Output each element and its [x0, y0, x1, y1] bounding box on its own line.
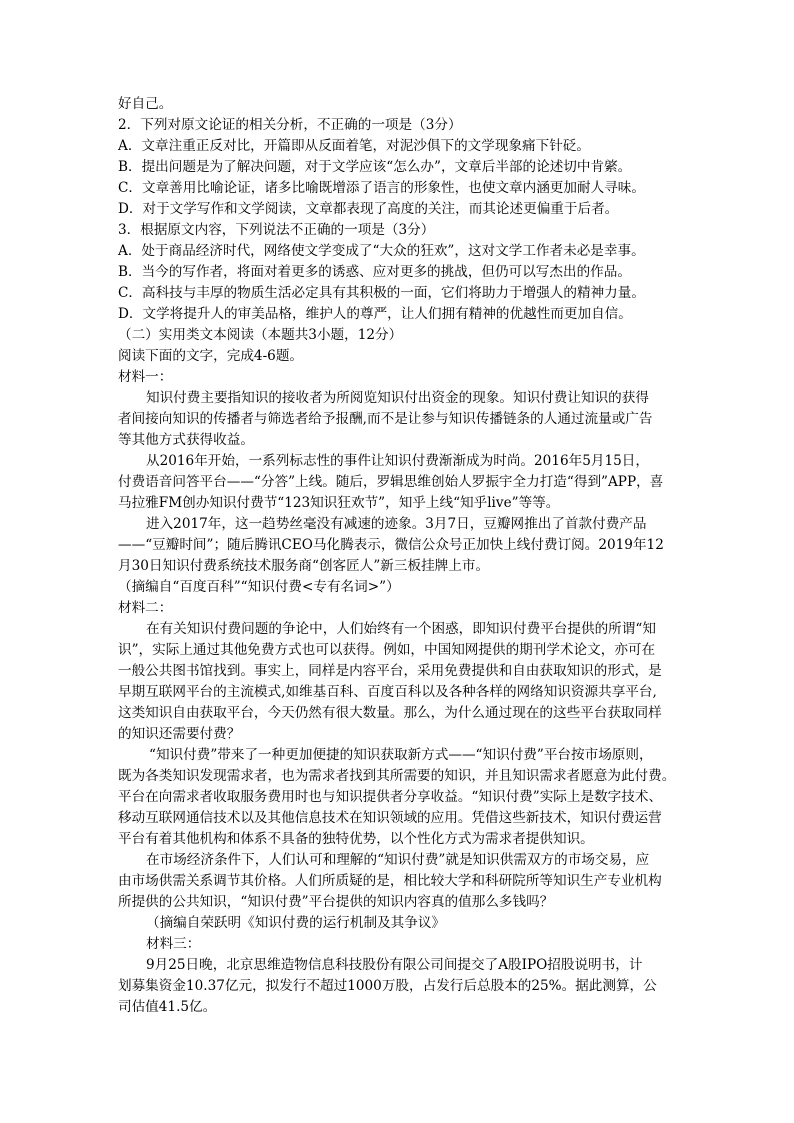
material-2-line: 在有关知识付费问题的争论中，人们始终有一个困惑，即知识付费平台提供的所谓“知 [146, 621, 656, 637]
material-2-line: 一般公共图书馆找到。事实上，同样是内容平台，采用免费提供和自由获取知识的形式，是 [118, 663, 662, 679]
question-3-option-c: C．高科技与丰厚的物质生活必定具有其积极的一面，它们将助力于增强人的精神力量。 [118, 285, 645, 301]
material-2-line: 识”，实际上通过其他免费方式也可以获得。例如，中国知网提供的期刊学术论文，亦可在 [118, 642, 656, 658]
material-1-line: 知识付费主要指知识的接收者为所阅览知识付出资金的现象。知识付费让知识的获得 [146, 390, 649, 406]
material-2-line: 移动互联网通信技术以及其他信息技术在知识领域的应用。凭借这些新技术，知识付费运营 [118, 810, 662, 826]
material-3-line: 司估值41.5亿。 [118, 999, 217, 1015]
material-3-line: 划募集资金10.37亿元，拟发行不超过1000万股，占发行后总股本的25%。据此测算，公 [118, 978, 657, 994]
material-1-line: 从2016年开始，一系列标志性的事件让知识付费渐渐成为时尚。2016年5月15日， [146, 453, 649, 469]
material-1-line: 付费语音问答平台——“分答”上线。随后，罗辑思维创始人罗振宇全力打造“得到”APP，喜 [118, 474, 664, 490]
question-3-option-d: D．文学将提升人的审美品格，维护人的尊严，让人们拥有精神的优越性而更加自信。 [118, 306, 632, 322]
question-3-option-b: B．当今的写作者，将面对着更多的诱惑、应对更多的挑战，但仍可以写杰出的作品。 [118, 264, 631, 280]
material-2-line: 平台在向需求者收取服务费用时也与知识提供者分享收益。“知识付费”实际上是数字技术、 [118, 789, 663, 805]
material-1-line: 月30日知识付费系统技术服务商“创客匠人”新三板挂牌上市。 [118, 558, 490, 574]
material-2-line: 平台有着其他机构和体系不具备的独特优势，以个性化方式为需求者提供知识。 [118, 831, 594, 847]
section-2-instruction: 阅读下面的文字，完成4-6题。 [118, 348, 304, 364]
question-2-option-a: A．文章注重正反对比，开篇即从反面着笔，对泥沙俱下的文学现象痛下针砭。 [118, 138, 591, 154]
material-2-line: 既为各类知识发现需求者，也为需求者找到其所需要的知识，并且知识需求者愿意为此付费。 [118, 768, 676, 784]
material-1-source: （摘编自“百度百科”“知识付费<专有名词>”） [118, 579, 400, 595]
question-2-option-d: D．对于文学写作和文学阅读，文章都表现了高度的关注，而其论述更偏重于后者。 [118, 201, 619, 217]
question-3-option-a: A．处于商品经济时代，网络使文学变成了“大众的狂欢”，这对文学工作者未必是幸事。 [118, 243, 645, 259]
material-1-line: ——“豆瓣时间”；随后腾讯CEO马化腾表示，微信公众号正加快上线付费订阅。2019年12 [118, 537, 664, 553]
top-fragment: 好自己。 [118, 96, 173, 112]
material-1-label: 材料一： [118, 369, 173, 385]
question-2-stem: 2．下列对原文论证的相关分析，不正确的一项是（3分） [118, 117, 462, 133]
material-2-line: 早期互联网平台的主流模式,如维基百科、百度百科以及各种各样的网络知识资源共享平台, [118, 684, 657, 700]
material-2-label: 材料二： [118, 600, 173, 616]
material-2-line: 由市场供需关系调节其价格。人们所质疑的是，相比较大学和科研院所等知识生产专业机构 [118, 873, 662, 889]
material-2-line: 在市场经济条件下，人们认可和理解的“知识付费”就是知识供需双方的市场交易，应 [146, 852, 650, 868]
question-3-stem: 3．根据原文内容，下列说法不正确的一项是（3分） [118, 222, 435, 238]
section-2-heading: （二）实用类文本阅读（本题共3小题，12分） [118, 327, 403, 343]
material-2-source: （摘编自荣跃明《知识付费的运行机制及其争议》 [146, 915, 446, 931]
material-1-line: 马拉雅FM创办知识付费节“123知识狂欢节”，知乎上线“知乎live”等等。 [118, 495, 560, 511]
material-2-line: 所提供的公共知识，“知识付费”平台提供的知识内容真的值那么多钱吗？ [118, 894, 554, 910]
material-2-line: 的知识还需要付费？ [118, 726, 241, 742]
material-2-line: “知识付费”带来了一种更加便捷的知识获取新方式——“知识付费”平台按市场原则， [149, 747, 653, 763]
material-3-line: 9月25日晚，北京思维造物信息科技股份有限公司间提交了A股IPO招股说明书，计 [146, 957, 643, 973]
material-1-line: 等其他方式获得收益。 [118, 432, 254, 448]
material-1-line: 者间接向知识的传播者与筛选者给予报酬,而不是让参与知识传播链条的人通过流量或广告 [118, 411, 653, 427]
material-2-line: 这类知识自由获取平台，今天仍然有很大数量。那么，为什么通过现在的这些平台获取同样 [118, 705, 662, 721]
material-1-line: 进入2017年，这一趋势丝毫没有减速的迹象。3月7日，豆瓣网推出了首款付费产品 [146, 516, 647, 532]
question-2-option-b: B．提出问题是为了解决问题，对于文学应该“怎么办”，文章后半部的论述切中肯綮。 [118, 159, 632, 175]
question-2-option-c: C．文章善用比喻论证，诸多比喻既增添了语言的形象性，也使文章内涵更加耐人寻味。 [118, 180, 645, 196]
material-3-label: 材料三： [146, 936, 201, 952]
